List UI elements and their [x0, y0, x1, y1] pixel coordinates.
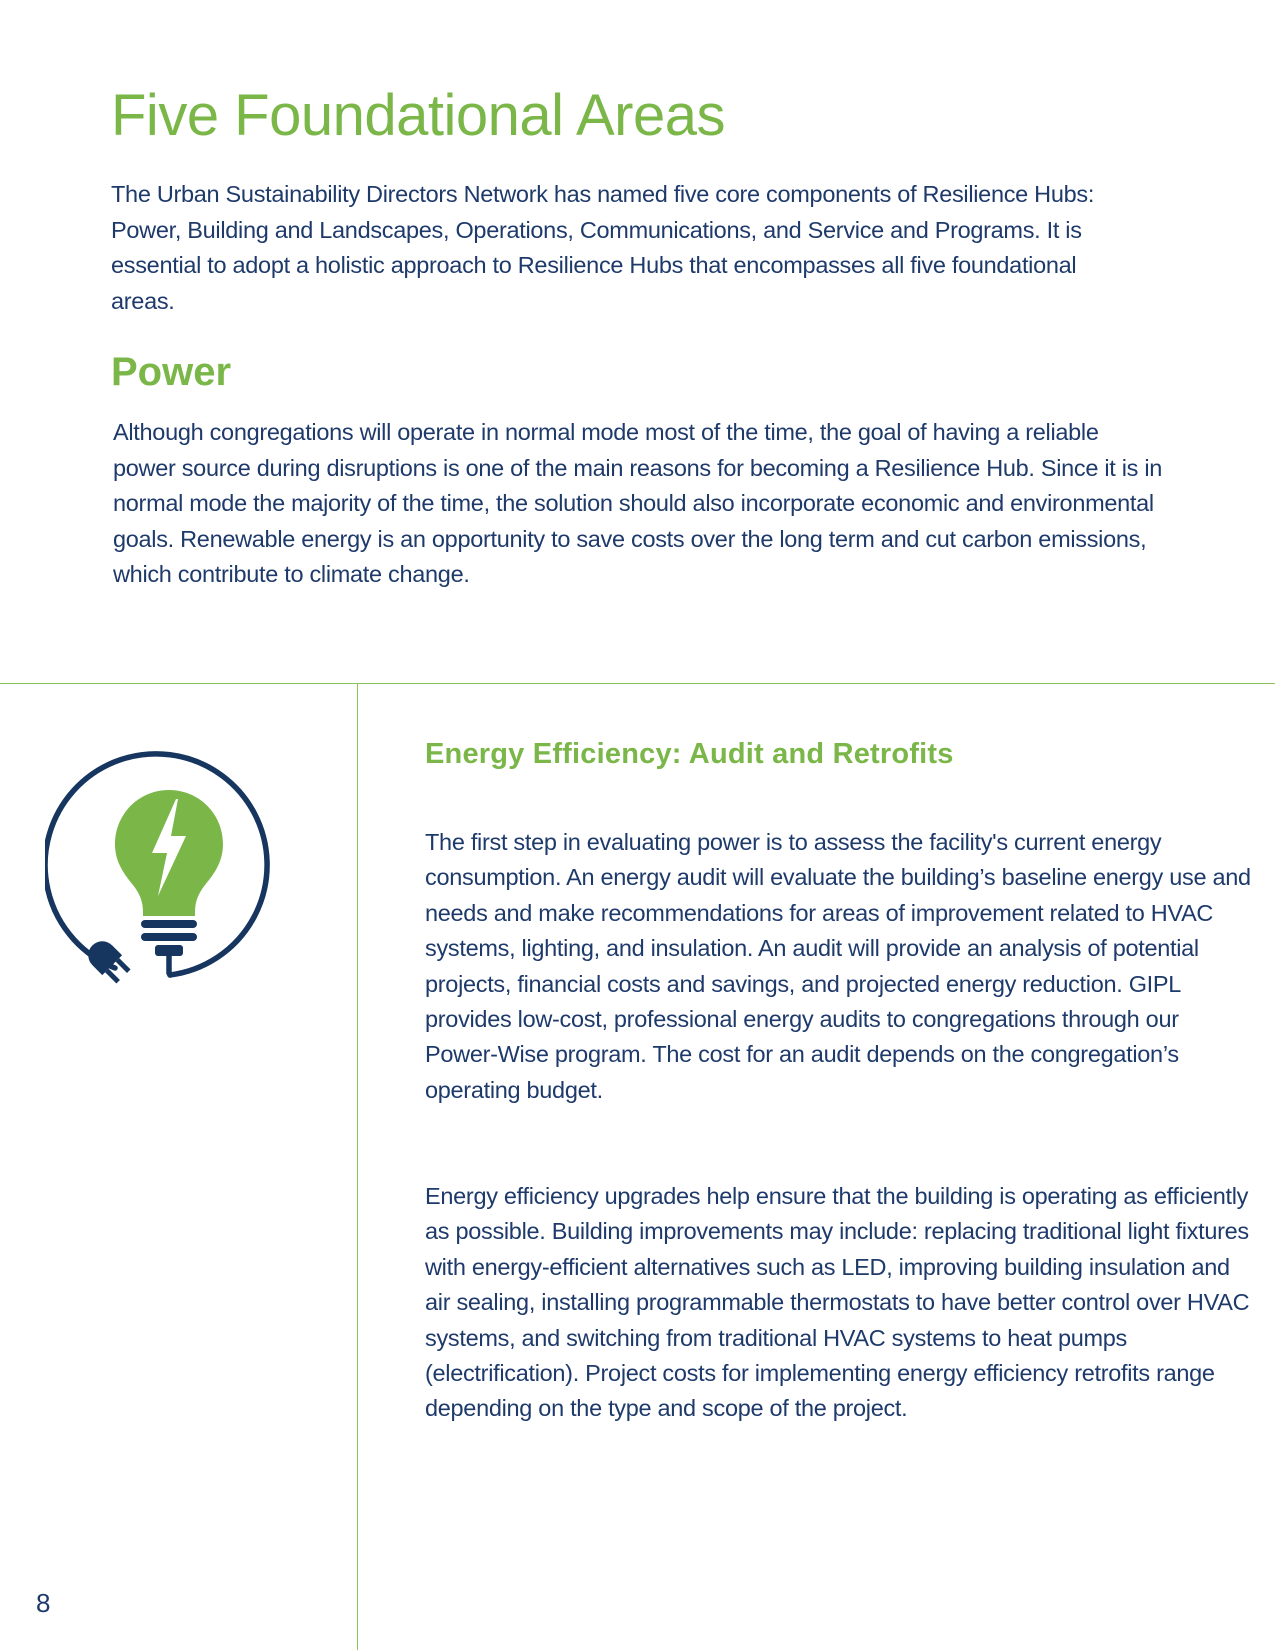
- energy-audit-paragraph: The first step in evaluating power is to assess the facility's current energy consumption. An energy audit will evaluate the building’s baseline energy use and needs and make recommendations for areas of improvement related to HVAC systems, lighting, and insulation. An audit will provide an analysis of potential projects, financial costs and savings, and projected energy reduction. GIPL provides low-cost, professional energy audits to congregations through our Power-Wise program. The cost for an audit depends on the congregation’s operating budget.: [425, 829, 1251, 1103]
- page-number: 8: [36, 1588, 51, 1618]
- vertical-divider: [357, 683, 358, 1650]
- horizontal-divider: [0, 683, 1275, 684]
- intro-paragraph: The Urban Sustainability Directors Network has named five core components of Resilience Hubs: Power, Building and Landscapes, Operations, Communications, and Service and Programs. It is essential to adopt a holistic approach to Resilience Hubs that encompasses all five foundational areas.: [111, 181, 1095, 314]
- lightbulb-plug-icon: [45, 740, 295, 1000]
- energy-upgrades-paragraph: Energy efficiency upgrades help ensure that the building is operating as efficiently as possible. Building improvements may include: replacing traditional light fixtures with energy-efficient alternatives such as LED, improving building insulation and air sealing, installing programmable thermostats to have better control over HVAC systems, and switching from traditional HVAC systems to heat pumps (electrification). Project costs for implementing energy efficiency retrofits range depending on the type and scope of the project.: [425, 1183, 1250, 1422]
- page-title: Five Foundational Areas: [111, 83, 725, 148]
- power-paragraph: Although congregations will operate in normal mode most of the time, the goal of having a reliable power source during disruptions is one of the main reasons for becoming a Resilience Hub. Since it is in normal mode the majority of the time, the solution should also incorporate economic and environmental goals. Renewable energy is an opportunity to save costs over the long term and cut carbon emissions, which contribute to climate change.: [113, 419, 1163, 587]
- power-heading: Power: [111, 350, 232, 394]
- energy-efficiency-heading: Energy Efficiency: Audit and Retrofits: [425, 738, 954, 770]
